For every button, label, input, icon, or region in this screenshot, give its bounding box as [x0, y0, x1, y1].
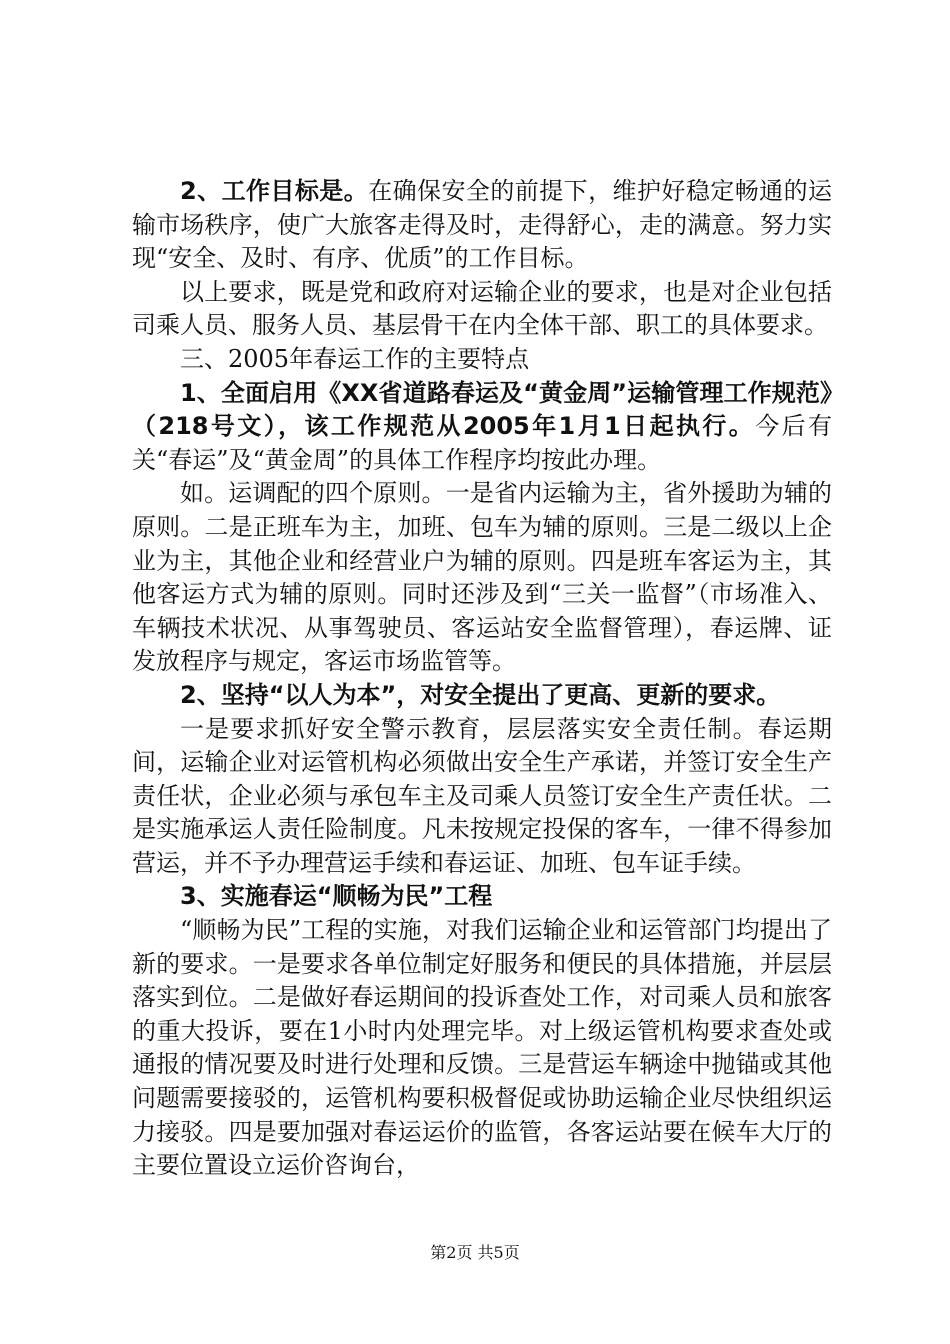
document-body	[132, 175, 832, 1183]
paragraph-requirements: 以上要求，既是党和政府对运输企业的要求，也是对企业包括司乘人员、服务人员、基层骨干在内全体干部、职工的具体要求。	[132, 277, 832, 340]
work-goal-text: 在确保安全的前提下，维护好稳定畅通的运输市场秩序，使广大旅客走得及时，走得舒心，走的满意。努力实现“安全、及时、有序、优质”的工作目标。	[132, 177, 833, 273]
feature-1-text: 今后有关“春运”及“黄金周”的具体工作程序均按此办理。	[132, 412, 832, 474]
work-goal-lead: 2、工作目标是。	[180, 177, 369, 205]
paragraph-dispatch-principles: 如。运调配的四个原则。一是省内运输为主，省外援助为辅的原则。二是正班车为主，加班、包车为辅的原则。三是二级以上企业为主，其他企业和经营业户为辅的原则。四是班车客运为主，其他客运方式为辅的原则。同时还涉及到“三关一监督”（市场准入、车辆技术状况、从事驾驶员、客运站安全监督管理），春运牌、证发放程序与规定，客运市场监管等。	[132, 479, 832, 676]
feature-1-heading: 1、全面启用《XX省道路春运及“黄金周”运输管理工作规范》（218号文），该工作规范从2005年1月1日起执行。	[132, 378, 832, 441]
page-footer: 第2页 共5页	[430, 1243, 520, 1262]
feature-3-heading: 3、实施春运“顺畅为民”工程	[180, 882, 493, 911]
feature-2-heading: 2、坚持“以人为本”，对安全提出了更高、更新的要求。	[180, 680, 781, 709]
paragraph-smooth-travel: “顺畅为民”工程的实施，对我们运输企业和运管部门均提出了新的要求。一是要求各单位制定好服务和便民的具体措施，并层层落实到位。二是做好春运期间的投诉查处工作，对司乘人员和旅客的重大投诉，要在1小时内处理完毕。对上级运管机构要求查处或通报的情况要及时进行处理和反馈。三是营运车辆途中抛锚或其他问题需要接驳的，运管机构要积极督促或协助运输企业尽快组织运力接驳。四是要加强对春运运价的监管，各客运站要在候车大厅的主要位置设立运价咨询台，	[132, 916, 832, 1180]
section-heading-features: 三、2005年春运工作的主要特点	[180, 344, 530, 373]
paragraph-work-goal	[132, 175, 832, 276]
paragraph-safety: 一是要求抓好安全警示教育，层层落实安全责任制。春运期间，运输企业对运管机构必须做出安全生产承诺，并签订安全生产责任状，企业必须与承包车主及司乘人员签订安全生产责任状。二是实施承运人责任险制度。凡未按规定投保的客车，一律不得参加营运，并不予办理营运手续和春运证、加班、包车证手续。	[132, 714, 832, 877]
paragraph-feature-1	[132, 377, 832, 478]
